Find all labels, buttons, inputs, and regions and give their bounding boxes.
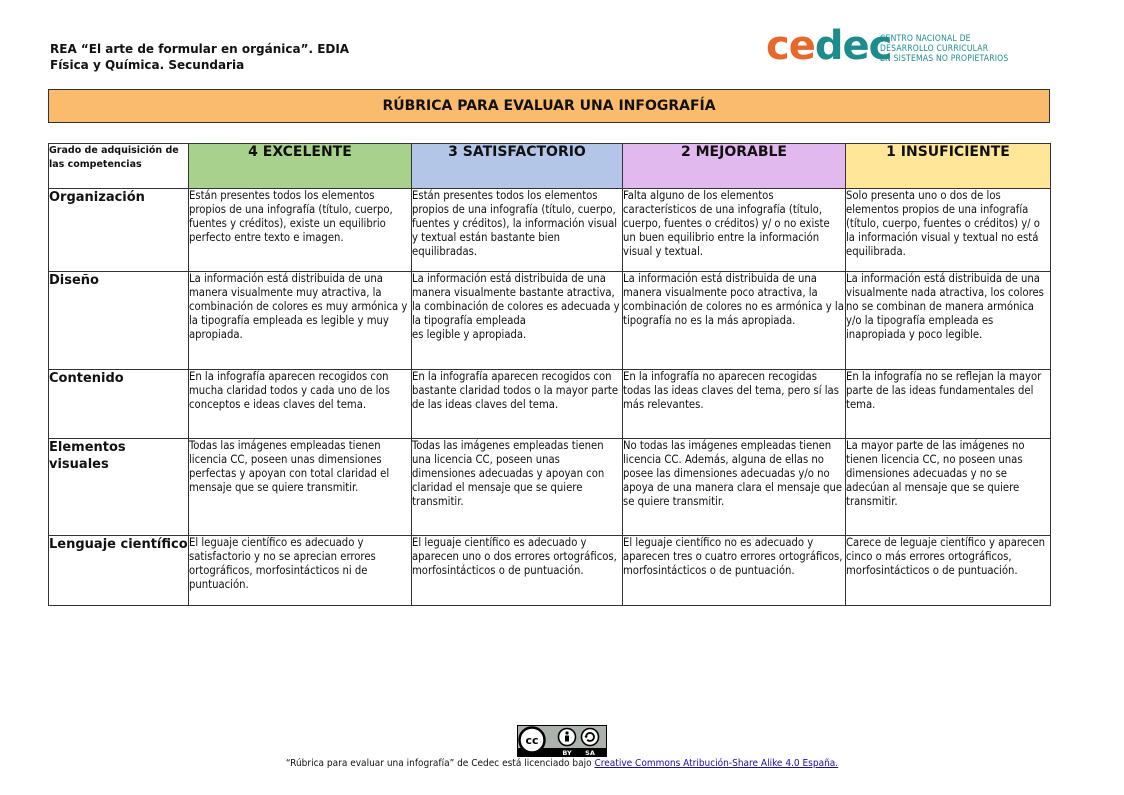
rubric-cell: La información está distribuida de una manera visualmente bastante atractiva, la combinación de colores es adecuada y la tipografía empleada es legible y apropiada. <box>412 272 623 370</box>
rubric-cell: El leguaje científico es adecuado y aparecen uno o dos errores ortográficos, morfosintácticos o de puntuación. <box>412 536 623 606</box>
license-footer <box>0 758 1124 769</box>
criterion-label: Contenido <box>49 370 189 439</box>
table-row <box>49 370 1051 439</box>
rubric-cell: Falta alguno de los elementos característicos de una infografía (título, cuerpo, fuentes o créditos) y/ o no existe un buen equilibrio entre la información visual y textual. <box>623 189 846 272</box>
rubric-title: RÚBRICA PARA EVALUAR UNA INFOGRAFÍA <box>48 89 1050 123</box>
header-line-1: REA “El arte de formular en orgánica”. EDIA <box>50 42 350 56</box>
criterion-label: Organización <box>49 189 189 272</box>
table-row <box>49 189 1051 272</box>
rubric-cell: Están presentes todos los elementos propios de una infografía (título, cuerpo, fuentes y créditos), existe un equilibrio perfecto entre texto e imagen. <box>189 189 412 272</box>
cedec-logo <box>766 23 1016 72</box>
level-mejorable: 2 MEJORABLE <box>623 144 846 189</box>
cc-by-sa-badge <box>517 725 607 757</box>
header-line-2: Física y Química. Secundaria <box>50 58 245 72</box>
table-row <box>49 439 1051 536</box>
rubric-cell: La mayor parte de las imágenes no tienen licencia CC, no poseen unas dimensiones adecuadas y no se adecúan al mensaje que se quiere transmitir. <box>846 439 1051 536</box>
sa-icon <box>582 729 599 746</box>
rubric-cell: La información está distribuida de una manera visualmente muy atractiva, la combinación de colores es muy armónica y la tipografía empleada es legible y muy apropiada. <box>189 272 412 370</box>
level-insuficiente: 1 INSUFICIENTE <box>846 144 1051 189</box>
rubric-cell: En la infografía no aparecen recogidas todas las ideas claves del tema, pero sí las más relevantes. <box>623 370 846 439</box>
competence-level-label: Grado de adquisición de las competencias <box>49 144 189 189</box>
table-row <box>49 536 1051 606</box>
rubric-table <box>48 143 1051 606</box>
rubric-cell: En la infografía no se reflejan la mayor parte de las ideas fundamentales del tema. <box>846 370 1051 439</box>
document-header <box>50 41 349 73</box>
cedec-logo-word: cedec <box>766 23 892 69</box>
rubric-cell: El leguaje científico es adecuado y satisfactorio y no se aprecian errores ortográficos, morfosintácticos ni de puntuación. <box>189 536 412 606</box>
license-text: “Rúbrica para evaluar una infografía” de Cedec está licenciado bajo <box>285 758 595 769</box>
cedec-logo-subtitle: CENTRO NACIONAL DE DESARROLLO CURRICULAR EN SISTEMAS NO PROPIETARIOS <box>880 34 1009 64</box>
rubric-cell: Todas las imágenes empleadas tienen licencia CC, poseen unas dimensiones perfectas y apoyan con total claridad el mensaje que se quiere transmitir. <box>189 439 412 536</box>
rubric-cell: No todas las imágenes empleadas tienen licencia CC. Además, alguna de ellas no posee las dimensiones adecuadas y/o no apoya de una manera clara el mensaje que se quiere transmitir. <box>623 439 846 536</box>
by-label: BY <box>562 749 572 757</box>
level-satisfactorio: 3 SATISFACTORIO <box>412 144 623 189</box>
rubric-cell: Carece de leguaje científico y aparecen cinco o más errores ortográficos, morfosintácticos o de puntuación. <box>846 536 1051 606</box>
rubric-cell: La información está distribuida de una visualmente nada atractiva, los colores no se combinan de manera armónica y/o la tipografía empleada es inapropiada y poco legible. <box>846 272 1051 370</box>
cc-icon-text: cc <box>525 734 539 747</box>
rubric-cell: El leguaje científico no es adecuado y aparecen tres o cuatro errores ortográficos, morfosintácticos o de puntuación. <box>623 536 846 606</box>
table-row <box>49 272 1051 370</box>
rubric-cell: La información está distribuida de una manera visualmente poco atractiva, la combinación de colores no es armónica y la tipografía no es la más apropiada. <box>623 272 846 370</box>
rubric-cell: Están presentes todos los elementos propios de una infografía (título, cuerpo, fuentes y créditos), la información visual y textual están bastante bien equilibradas. <box>412 189 623 272</box>
rubric-cell: Todas las imágenes empleadas tienen una licencia CC, poseen unas dimensiones adecuadas y apoyan con claridad el mensaje que se quiere transmitir. <box>412 439 623 536</box>
rubric-header-row <box>49 144 1051 189</box>
criterion-label: Diseño <box>49 272 189 370</box>
rubric-cell: Solo presenta uno o dos de los elementos propios de una infografía (título, cuerpo, fuentes o créditos) y/ o la información visual y textual no está equilibrada. <box>846 189 1051 272</box>
criterion-label: Lenguaje científico <box>49 536 189 606</box>
criterion-label: Elementos visuales <box>49 439 189 536</box>
license-link[interactable]: Creative Commons Atribución-Share Alike 4.0 España. <box>594 758 839 769</box>
rubric-cell: En la infografía aparecen recogidos con bastante claridad todos o la mayor parte de las ideas claves del tema. <box>412 370 623 439</box>
level-excelente: 4 EXCELENTE <box>189 144 412 189</box>
rubric-cell: En la infografía aparecen recogidos con mucha claridad todos y cada uno de los conceptos e ideas claves del tema. <box>189 370 412 439</box>
sa-label: SA <box>585 749 595 757</box>
